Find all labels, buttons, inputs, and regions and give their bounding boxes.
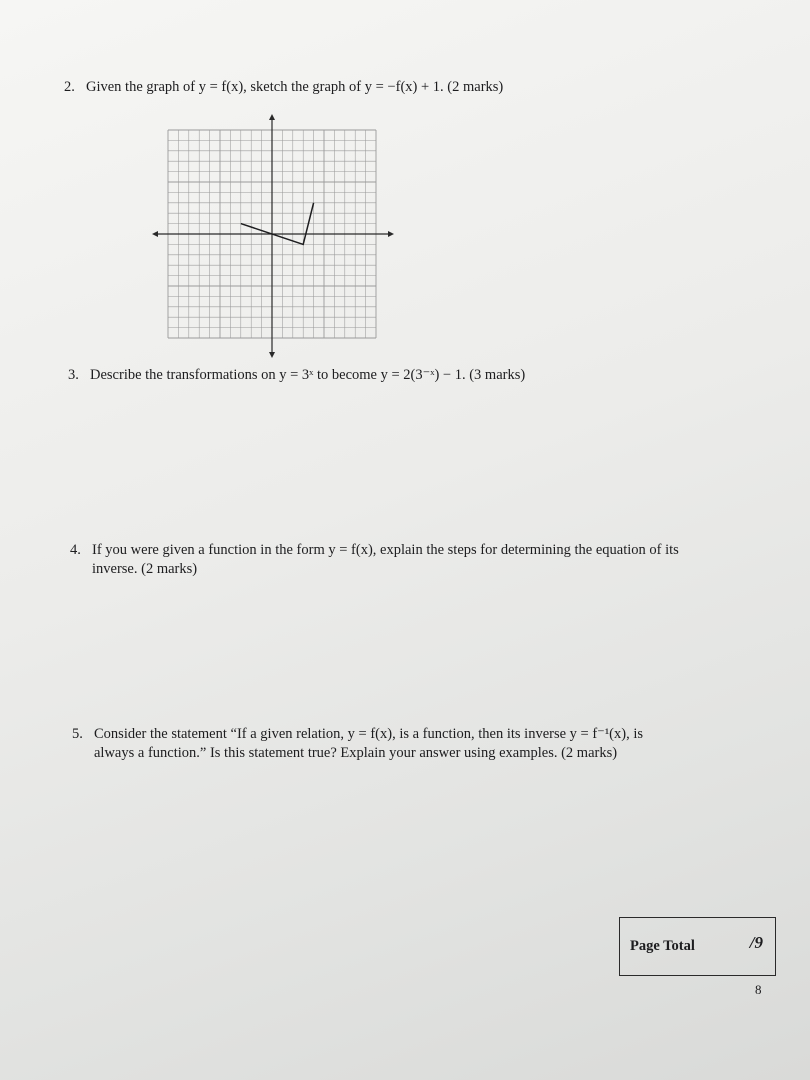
page-total-label: Page Total [630,938,695,954]
y-axis-arrow-down [269,352,275,358]
page-total-score: /9 [749,933,763,952]
y-axis-arrow-up [269,114,275,120]
question-text-line-2: always a function.” Is this statement true? Explain your answer using examples. (2 marks) [94,745,618,761]
question-text-line-2: inverse. (2 marks) [92,561,198,577]
question-number: 5. [72,726,83,742]
question-text-line-1: If you were given a function in the form y = f(x), explain the steps for determining the equation of its [92,542,679,558]
question-number: 3. [68,367,79,383]
question-2 [64,78,503,97]
x-axis-arrow-right [388,231,394,237]
question-5 [72,725,643,763]
x-axis-arrow-left [152,231,158,237]
question-3 [68,366,525,385]
question-text: Given the graph of y = f(x), sketch the graph of y = −f(x) + 1. (2 marks) [86,79,504,95]
question-number: 2. [64,79,75,95]
coordinate-graph [150,110,400,370]
question-text-line-1: Consider the statement “If a given relation, y = f(x), is a function, then its inverse y = f⁻¹(x), is [94,726,644,742]
page-total-box [619,917,776,976]
question-4 [70,541,679,579]
question-text: Describe the transformations on y = 3ˣ to become y = 2(3⁻ˣ) − 1. (3 marks) [90,367,526,383]
page-number: 8 [755,982,762,997]
question-number: 4. [70,542,81,558]
